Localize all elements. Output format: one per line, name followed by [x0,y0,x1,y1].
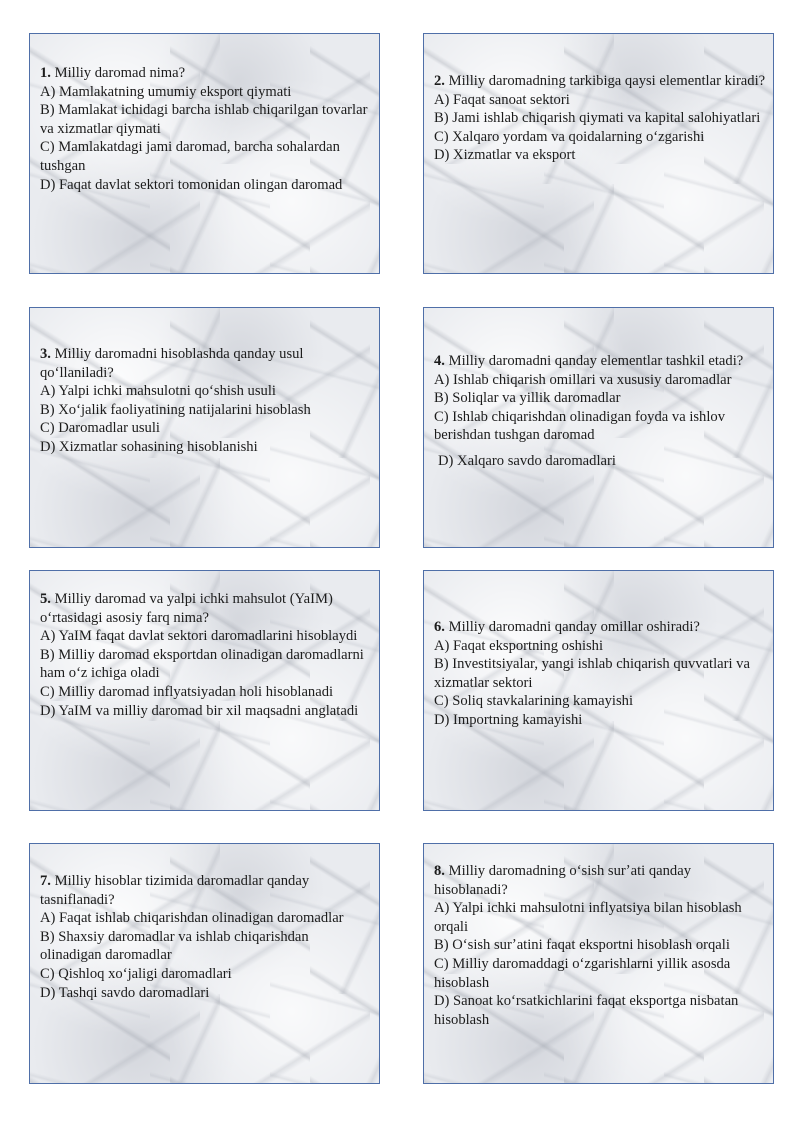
question-number: 5. [40,591,51,607]
option-d: D) Xizmatlar sohasining hisoblanishi [40,438,258,455]
question-title: Milliy daromadning tarkibiga qaysi elementlar kiradi? [448,73,766,89]
question-block [434,352,767,471]
option-b: B) Mamlakat ichidagi barcha ishlab chiqarilgan tovarlar va xizmatlar qiymati [40,102,368,137]
option-b: B) Xoʻjalik faoliyatining natijalarini hisoblash [40,401,311,418]
question-title: Milliy hisoblar tizimida daromadlar qanday tasniflanadi? [40,873,310,908]
question-card-1 [29,33,380,274]
question-text [40,345,373,382]
question-text [434,72,767,91]
question-title: Milliy daromad va yalpi ichki mahsulot (YaIM) oʻrtasidagi asosiy farq nima? [40,591,333,626]
question-text [434,618,767,637]
option-a: A) YaIM faqat davlat sektori daromadlarini hisoblaydi [40,628,358,645]
option-a: A) Ishlab chiqarish omillari va xususiy daromadlar [434,371,732,388]
option-b: B) Milliy daromad eksportdan olinadigan daromadlarni ham oʻz ichiga oladi [40,646,364,682]
option-c: C) Qishloq xoʻjaligi daromadlari [40,965,232,982]
option-d: D) Tashqi savdo daromadlari [40,984,210,1001]
option-d: D) Faqat davlat sektori tomonidan olingan daromad [40,176,343,193]
option-c: C) Daromadlar usuli [40,420,160,437]
question-block [40,345,373,457]
question-card-7 [29,843,380,1084]
option-d: D) Sanoat koʻrsatkichlarini faqat eksportga nisbatan hisoblash [434,993,739,1028]
option-c: C) Xalqaro yordam va qoidalarning oʻzgarishi [434,128,705,145]
question-card-6 [423,570,774,811]
option-a: A) Mamlakatning umumiy eksport qiymati [40,83,292,100]
question-text [40,590,373,627]
option-a: A) Faqat eksportning oshishi [434,637,604,654]
question-block [40,64,373,194]
question-number: 8. [434,863,445,879]
question-number: 2. [434,73,445,89]
question-number: 7. [40,873,51,889]
option-d: D) Xalqaro savdo daromadlari [438,452,616,469]
question-number: 6. [434,619,445,635]
question-number: 4. [434,353,445,369]
option-b: B) Oʻsish surʼatini faqat eksportni hisoblash orqali [434,937,730,954]
option-d: D) Xizmatlar va eksport [434,147,576,164]
question-block [40,590,373,720]
question-card-3 [29,307,380,548]
option-d: D) Importning kamayishi [434,711,583,728]
question-block [40,872,373,1002]
question-card-8 [423,843,774,1084]
option-c: C) Ishlab chiqarishdan olinadigan foyda va ishlov berishdan tushgan daromad [434,408,725,444]
question-text [434,352,767,371]
question-title: Milliy daromadni hisoblashda qanday usul qoʻllaniladi? [40,346,304,381]
question-number: 3. [40,346,51,362]
option-a: A) Yalpi ichki mahsulotni inflyatsiya bilan hisoblash orqali [434,900,742,935]
question-title: Milliy daromad nima? [54,65,186,81]
option-d: D) YaIM va milliy daromad bir xil maqsadni anglatadi [40,702,359,719]
question-card-4 [423,307,774,548]
option-b: B) Jami ishlab chiqarish qiymati va kapital salohiyatlari [434,110,761,127]
option-b: B) Investitsiyalar, yangi ishlab chiqarish quvvatlari va xizmatlar sektori [434,656,750,691]
option-a: A) Yalpi ichki mahsulotni qoʻshish usuli [40,383,276,400]
question-card-2 [423,33,774,274]
question-text [40,64,373,83]
question-block [434,862,767,1029]
option-c: C) Milliy daromaddagi oʻzgarishlarni yillik asosda hisoblash [434,955,731,991]
question-text [40,872,373,909]
question-title: Milliy daromadni qanday elementlar tashkil etadi? [448,353,744,369]
option-b: B) Soliqlar va yillik daromadlar [434,390,621,407]
question-block [434,618,767,730]
question-title: Milliy daromadni qanday omillar oshiradi? [448,619,700,635]
option-a: A) Faqat sanoat sektori [434,91,570,108]
option-c: C) Mamlakatdagi jami daromad, barcha sohalardan tushgan [40,139,340,174]
option-b: B) Shaxsiy daromadlar va ishlab chiqarishdan olinadigan daromadlar [40,928,309,964]
question-text [434,862,767,899]
option-c: C) Soliq stavkalarining kamayishi [434,693,634,710]
question-block [434,72,767,165]
option-a: A) Faqat ishlab chiqarishdan olinadigan daromadlar [40,910,344,927]
option-c: C) Milliy daromad inflyatsiyadan holi hisoblanadi [40,683,334,700]
question-number: 1. [40,65,51,81]
question-card-5 [29,570,380,811]
question-title: Milliy daromadning oʻsish surʼati qanday hisoblanadi? [434,863,691,898]
